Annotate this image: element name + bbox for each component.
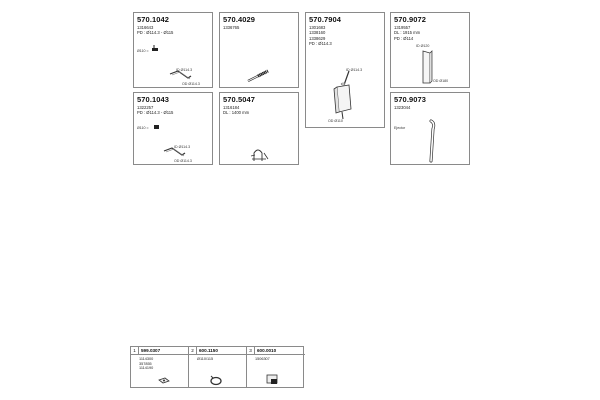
dimension-label: ID Ø120 xyxy=(416,44,430,48)
part-details: 1323044 xyxy=(394,105,411,110)
part-number: 570.1043 xyxy=(137,95,170,104)
tailpipe-drawing xyxy=(391,93,471,166)
pipe-drawing xyxy=(220,13,300,89)
part-details: 1316184 DL : 1400 mm xyxy=(223,105,250,116)
part-card-570-5047 xyxy=(219,92,299,165)
part-details: Ø110/115 xyxy=(197,357,214,361)
clamp-drawing xyxy=(134,13,214,89)
dimension-label: OD Ø114.3 xyxy=(174,159,192,163)
part-details: 1114300 357855 1114190 xyxy=(139,357,154,371)
dimension-label: ID Ø114.3 xyxy=(174,145,191,149)
small-part-cell xyxy=(131,347,189,387)
part-number: 600.0010 xyxy=(257,348,277,353)
part-card-570-7904 xyxy=(305,12,385,128)
part-number: 570.9073 xyxy=(394,95,427,104)
dimension-label: OD Ø114.3 xyxy=(182,82,200,86)
small-part-cell xyxy=(189,347,247,387)
part-details: 1322257 PD : Ø114.3 - Ø115 xyxy=(137,105,174,116)
part-card-570-1042 xyxy=(133,12,213,88)
part-details: 1506307 xyxy=(255,357,270,361)
part-card-570-9072 xyxy=(390,12,470,88)
part-card-570-4029 xyxy=(219,12,299,88)
item-index: 2 xyxy=(189,347,197,354)
gasket-drawing xyxy=(131,347,189,389)
small-parts-strip xyxy=(130,346,304,388)
small-part-cell xyxy=(247,347,305,387)
part-number: 570.4029 xyxy=(223,15,256,24)
dimension-label: OD Ø180 xyxy=(433,79,449,83)
part-number: 600.1150 xyxy=(199,348,218,353)
part-details: 1319557 DL : 1915 mm PD : Ø114 xyxy=(394,25,421,41)
part-number: 570.7904 xyxy=(309,15,342,24)
hanger-drawing xyxy=(247,347,305,389)
muffler-drawing xyxy=(306,13,386,129)
part-number: 570.5047 xyxy=(223,95,256,104)
tailpipe-drawing xyxy=(391,13,471,89)
clamp-ring-drawing xyxy=(189,347,247,389)
misc-label: Ejector xyxy=(394,126,406,130)
part-card-570-1043 xyxy=(133,92,213,165)
part-number: 599.0307 xyxy=(141,348,161,353)
misc-label: Ø110 = xyxy=(137,126,149,130)
part-number: 570.9072 xyxy=(394,15,427,24)
dimension-label: ID Ø114.3 xyxy=(176,68,193,72)
part-details: 1301683 1338160 1338629 PD : Ø114.3 xyxy=(309,25,332,46)
part-details: 1316643 PD : Ø114.3 - Ø115 xyxy=(137,25,174,36)
dimension-label: OD Ø110 xyxy=(328,119,343,123)
item-index: 1 xyxy=(131,347,139,354)
misc-label: Ø110 = xyxy=(137,49,149,53)
part-number: 570.1042 xyxy=(137,15,170,24)
dimension-label: ID Ø114.3 xyxy=(346,68,363,72)
clamp-drawing xyxy=(134,93,214,166)
item-index: 3 xyxy=(247,347,255,354)
part-card-570-9073 xyxy=(390,92,470,165)
part-details: 1336765 xyxy=(223,25,240,30)
bracket-drawing xyxy=(220,93,300,166)
